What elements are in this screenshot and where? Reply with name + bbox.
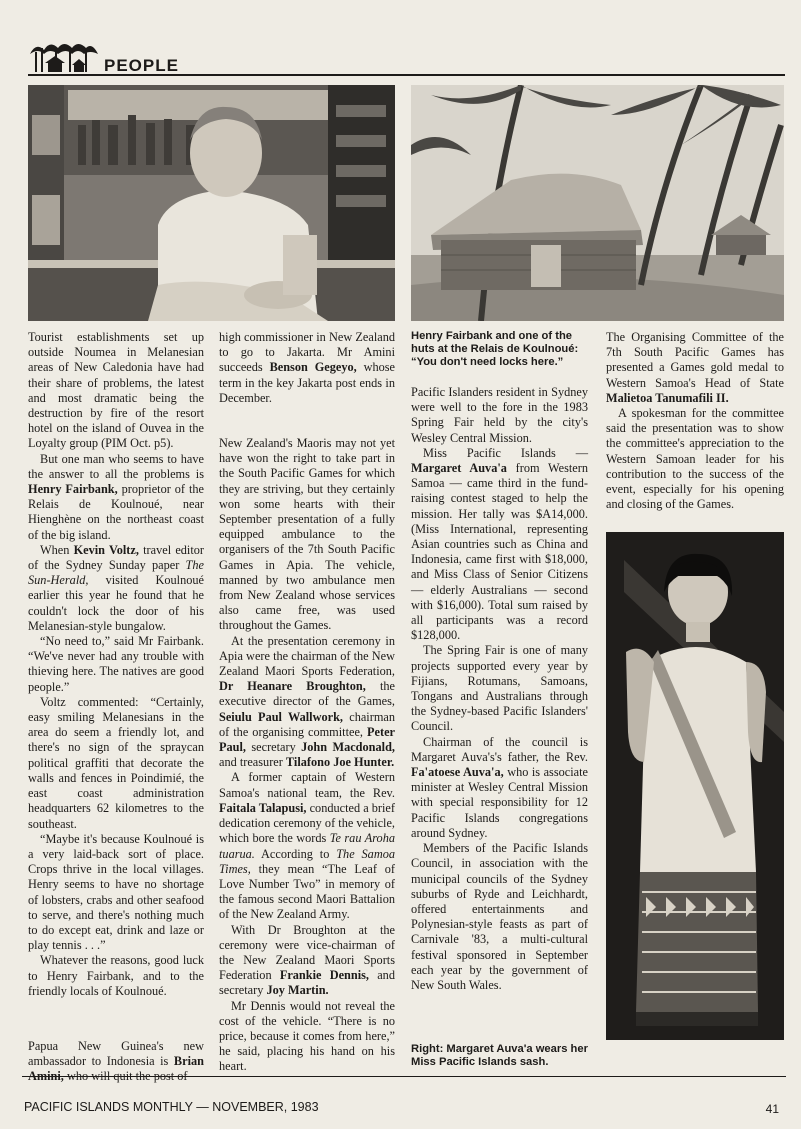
paragraph: Members of the Pacific Islands Council, in association with the municipal councils of the Sydney suburbs of Ryde and Leichhardt, offered entertainments and Polynesian-style feasts as part of Carnivale '83, a multi-cultural festival sponsored in September each year by the government of New South Wales. (411, 841, 588, 992)
column-2 (219, 330, 395, 1075)
caption-fairbank: Henry Fairbank and one of the huts at the Relais de Koulnoué: “You don't need locks here.” (411, 330, 579, 368)
paragraph: A former captain of Western Samoa's national team, the Rev. Faitala Talapusi, conducted a brief dedication ceremony of the vehicle, which bore the words Te rau Aroha tuarua. According to The Samoa Times, they mean “The Leaf of Love Number Two” in memory of the famous second Maori Battalion of the New Zealand Army. (219, 770, 395, 922)
caption-auva: Right: Margaret Auva'a wears her Miss Pacific Islands sash. (411, 1043, 588, 1068)
name-margaret-auvaa: Margaret Auva'a (411, 461, 507, 476)
paragraph: Whatever the reasons, good luck to Henry Fairbank, and to the friendly locals of Koulnoué. (28, 953, 204, 998)
palm-huts-logo-icon (28, 38, 100, 78)
photo-henry-fairbank (28, 85, 395, 321)
photo-relais-hut (411, 85, 784, 321)
photo-margaret-auvaa (606, 532, 784, 1040)
name-faatoese-auvaa: Fa'atoese Auva'a, (411, 765, 504, 780)
name-malietoa-tanumafili: Malietoa Tanumafili II. (606, 390, 729, 405)
paragraph: At the presentation ceremony in Apia were the chairman of the New Zealand Maori Sports Federation, Dr Heanare Broughton, the executive director of the Games, Seiulu Paul Wallwork, chairman of the organising committee, Peter Paul, secretary John Macdonald, and treasurer Tilafono Joe Hunter. (219, 633, 395, 770)
paragraph: Pacific Islanders resident in Sydney were well to the fore in the 1983 Spring Fair held by the city's Wesley Central Mission. (411, 385, 588, 445)
section-header (28, 38, 785, 78)
paragraph: A spokesman for the committee said the presentation was to show the committee's appreciation to the Western Samoan leader for his contribution to the success of the event, especially for his opening and closing of the Games. (606, 406, 784, 512)
paragraph: “No need to,” said Mr Fairbank. “We've never had any trouble with thieving here. The natives are good people.” (28, 634, 204, 694)
paragraph: But one man who seems to have the answer to all the problems is Henry Fairbank, proprietor of the Relais de Koulnoué, near Hienghène on the northeast coast of the big island. (28, 451, 204, 542)
column-4 (606, 330, 784, 512)
paragraph: With Dr Broughton at the ceremony were vice-chairman of the New Zealand Maori Sports Federation Frankie Dennis, and secretary Joy Martin. (219, 922, 395, 998)
paragraph: When Kevin Voltz, travel editor of the Sydney Sunday paper The Sun-Herald, visited Koulnoué earlier this year he found that he couldn't lock the door of his Melanesian-style bungalow. (28, 542, 204, 633)
footer-publication: PACIFIC ISLANDS MONTHLY — NOVEMBER, 1983 (24, 1100, 319, 1114)
name-brian-amini: Brian Amini, (28, 1054, 204, 1084)
name-benson-gegeyo: Benson Gegeyo, (269, 360, 357, 375)
paragraph: Voltz commented: “Certainly, easy smiling Melanesians in the area do seem a friendly lot, and there's no sign of the spraycan political graffiti that decorate the walls and fences in Poindimié, the east coast administration headquarters 62 kilometres to the southeast. (28, 694, 204, 831)
page-number: 41 (765, 1102, 779, 1116)
paragraph: Papua New Guinea's new ambassador to Indonesia is Brian Amini, who will quit the post of (28, 1038, 204, 1084)
paragraph: Mr Dennis would not reveal the cost of the vehicle. “There is no price, because it comes from here,” he said, placing his hand on his heart. (219, 998, 395, 1074)
name-kevin-voltz: Kevin Voltz, (73, 542, 139, 557)
section-title: PEOPLE (104, 56, 179, 75)
column-3 (411, 330, 588, 993)
footer-rule (22, 1076, 786, 1077)
paragraph: The Organising Committee of the 7th South Pacific Games has presented a Games gold medal to Western Samoa's Head of State Malietoa Tanumafili II. (606, 330, 784, 405)
paragraph: New Zealand's Maoris may not yet have won the right to take part in the South Pacific Games for which they are striving, but they certainly won some hearts with their September presentation of a fully equipped ambulance to the organisers of the 7th South Pacific Games in Apia. The vehicle, manned by two ambulance men from New Zealand whose services also came free, was used throughout the Games. (219, 436, 395, 633)
paragraph: Tourist establishments set up outside Noumea in Melanesian areas of New Caledonia have had their share of problems, the latest and most dramatic being the destruction by fire of the resort hotel on the island of Ouvea in the Loyalty group (PIM Oct. p5). (28, 330, 204, 451)
paragraph: “Maybe it's because Koulnoué is a very laid-back sort of place. Crops thrive in the local villages. Henry seems to have no shortage of lobsters, crabs and other seafood to serve, and there's nothing much to do except eat, drink and laze or play tennis . . .” (28, 831, 204, 953)
paragraph: Chairman of the council is Margaret Auva's's father, the Rev. Fa'atoese Auva'a, who is associate minister at Wesley Central Mission with special responsibility for 12 Pacific Islands congregations around Sydney. (411, 734, 588, 840)
header-rule (28, 74, 785, 76)
paragraph: The Spring Fair is one of many projects supported every year by Fijians, Rotumans, Samoans, Tongans and Australians through the Sydney-based Pacific Islanders' Council. (411, 643, 588, 734)
column-1 (28, 330, 204, 1085)
name-henry-fairbank: Henry Fairbank, (28, 482, 118, 497)
paragraph: high commissioner in New Zealand to go to Jakarta. Mr Amini succeeds Benson Gegeyo, whose term in the key Jakarta post ends in December. (219, 330, 395, 405)
paragraph: Miss Pacific Islands — Margaret Auva'a from Western Samoa — came third in the fund-raising contest staged to help the mission. Her tally was $A14,000. (Miss International, representing Asian countries such as China and Indonesia, came first with $18,000, and Miss Class of Senior Citizens — elderly Australians — second with $16,000). Total sum raised by all participants was a record $128,000. (411, 445, 589, 643)
